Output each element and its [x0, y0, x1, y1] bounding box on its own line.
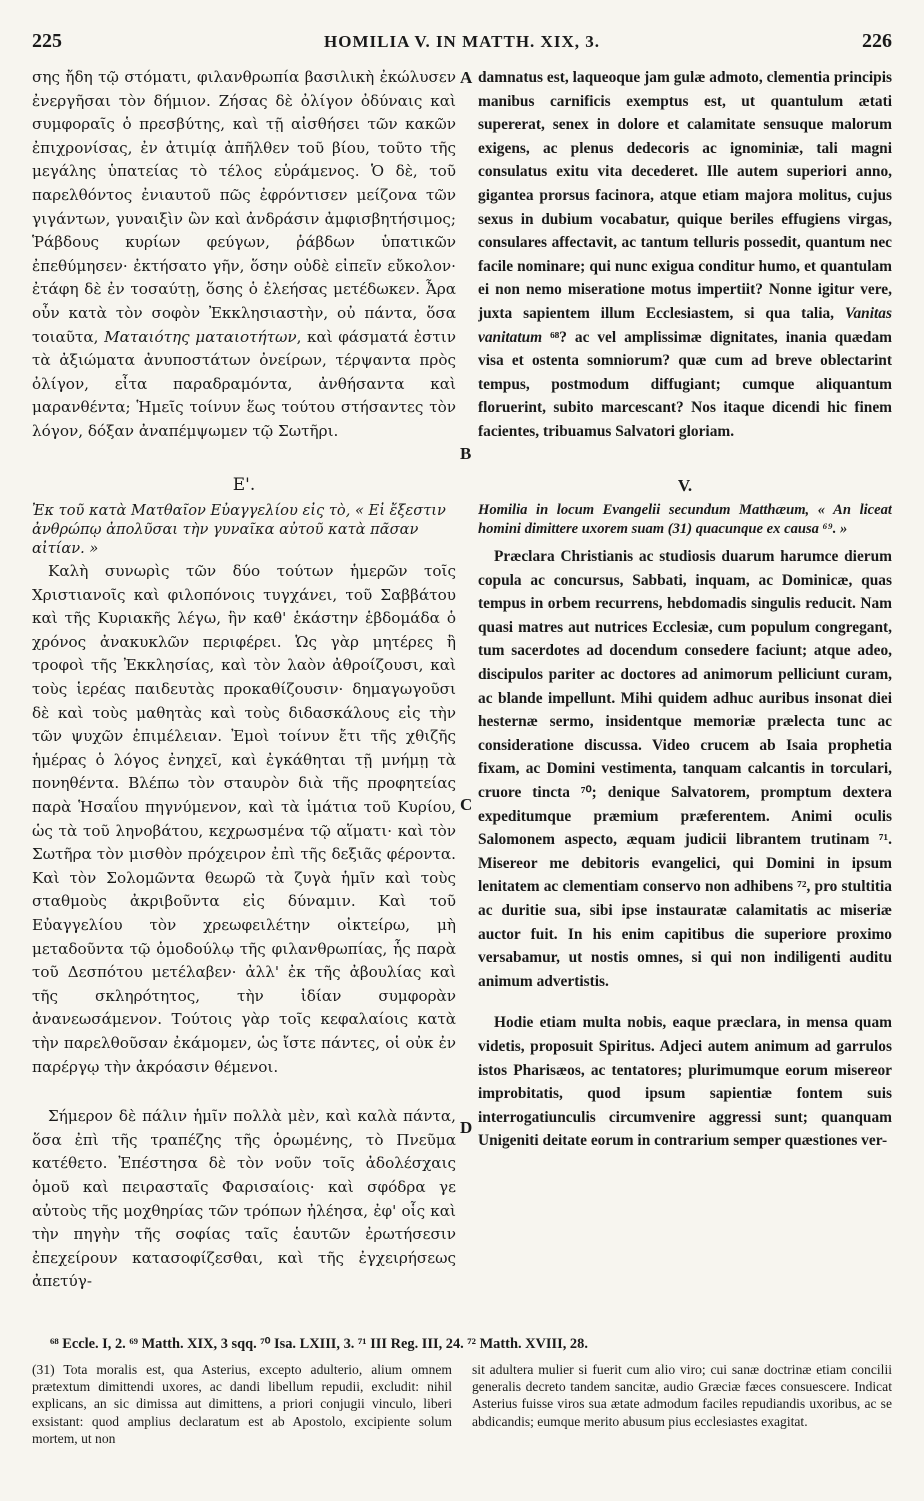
greek-column	[32, 66, 456, 1326]
greek-p1-italic: Ματαιότης ματαιοτήτων	[104, 327, 297, 346]
greek-section-title: Ἐκ τοῦ κατὰ Ματθαῖον Εὐαγγελίου εἰς τὸ, « Εἰ ἔξεστιν ἀνθρώπῳ ἀπολῦσαι τὴν γυναῖκα αὐτοῦ κατὰ πᾶσαν αἰτίαν. »	[32, 502, 446, 558]
page-header	[32, 30, 892, 60]
greek-section-number: Ε'.	[232, 474, 256, 495]
footnote-references: ⁶⁸ Eccle. I, 2. ⁶⁹ Matth. XIX, 3 sqq. ⁷⁰ Isa. LXIII, 3. ⁷¹ III Reg. III, 24. ⁷² Matth. XVIII, 28.	[50, 1336, 588, 1352]
editorial-note-right: sit adultera mulier si fuerit cum alio viro; cui sanæ doctrinæ etiam concilii generalis decreto tandem sancitæ, audio Græciæ fæces consuescere. Indicat Asterius fuisse viros sua ætate admodum faciles repudiandis uxoribus, ac se abdicandis; eumque merito abusum pius ecclesiastes exagitat.	[472, 1362, 892, 1429]
greek-p1-text: σης ἤδη τῷ στόματι, φιλανθρωπία βασιλικὴ ἐκώλυσεν ἐνεργῆσαι τὸν δήμιον. Ζήσας δὲ ὀλίγον ὀδύναις καὶ συμφοραῖς ὁ πρεσβύτης, καὶ τῇ αἰσθήσει τῶν κακῶν ἐπιχρονίσας, ἐν ἀτιμίᾳ ἀπῆλθεν τοῦ βίου, τοῦτο τῆς μεγάλης ὑπατείας τὸ τέλος εὑράμενος. Ὁ δὲ, τοῦ παρελθόντος ἐνιαυτοῦ πῶς ἐφρόντισεν μείζονα τῶν γιγάντων, γυναιξὶν ὢν καὶ ἀνδράσιν ἀμφισβητήσιμος; Ῥάβδους κυρίων φεύγων, ῥάβδων ὑπατικῶν ἐπεθύμησεν· ἐκτήσατο γῆν, ὅσην οὐδὲ εἰπεῖν εὔκολον· ἐτάφη δὲ ἐν τοσαύτῃ, ὅσης ὁ ἐλεήσας μετέδωκεν. Ἆρα οὖν κατὰ τὸν σοφὸν Ἐκκλησιαστὴν, οὐ πάντα, ὅσα τοιαῦτα,	[32, 68, 456, 346]
running-title: HOMILIA V. IN MATTH. XIX, 3.	[324, 32, 600, 51]
page-number-right: 226	[862, 30, 892, 52]
editorial-notes	[32, 1361, 892, 1491]
margin-letter-d: D	[460, 1118, 473, 1137]
margin-letter-c: C	[460, 795, 473, 814]
latin-p1-end: ⁶⁸? ac vel amplissimæ dignitates, inania quædam visa et ostenta somniorum? quæ cum ad breve oblectarint tempus, postmodum diffugiant; cumque aliquantum floruerint, subito marcescant? Nos itaque dicendi hic finem facientes, tribuamus Salvatori gloriam.	[478, 328, 892, 440]
latin-section-number: V.	[677, 475, 693, 495]
greek-paragraph-1	[32, 66, 456, 444]
latin-paragraph-3: Hodie etiam multa nobis, eaque præclara, in mensa quam videtis, proposuit Spiritus. Adjeci autem animum ad garrulos istos Pharisæos, ac tentatores; plurimumque eorum misereor improbitatis, quod ipsum sapientiæ fontem suis interrogatiunculis circumvenire aggressi sunt; quanquam Unigeniti deitate eorum in contrarium semper quæstiones ver-	[478, 1014, 892, 1150]
paragraph-gap	[478, 993, 892, 1011]
greek-p1-end: , καὶ φάσματά ἐστιν τὰ ἀξιώματα ἀνυποστάτων ὀνείρων, τέρψαντα πρὸς ὀλίγον, εἶτα παραδραμόντα, ἀνθήσαντα καὶ μαρανθέντα; Ἡμεῖς τοίνυν ἕως τούτου στήσαντες τὸν λόγον, δόξαν ἀναπέμψωμεν τῷ Σωτῆρι.	[32, 327, 456, 440]
page-number-left: 225	[32, 30, 62, 52]
latin-p1-italic: Vanitas vanitatum	[478, 304, 892, 346]
margin-letter-a: A	[460, 68, 473, 87]
greek-paragraph-3: Σήμερον δὲ πάλιν ἡμῖν πολλὰ μὲν, καὶ καλὰ πάντα, ὅσα ἐπὶ τῆς τραπέζης τῆς ὁρωμένης, τὸ Πνεῦμα κατέθετο. Ἐπέστησα δὲ τὸν νοῦν τοῖς ἀδολέσχαις ὁμοῦ καὶ πειρασταῖς Φαρισαίοις· καὶ σφόδρα γε αὐτοὺς τῆς μοχθηρίας τῶν τρόπων ἠλέησα, ἐφ' οἷς καὶ τὴν πηγὴν τῆς σοφίας ταῖς ἑαυτῶν ἐρωτήσεσιν ἐπεχείρουν κατασοφίζεσθαι, καὶ τῆς ἐγχειρήσεως ἀπετύγ-	[32, 1107, 456, 1291]
paragraph-gap	[32, 1079, 456, 1105]
latin-paragraph-1	[478, 66, 892, 444]
latin-p1-text: damnatus est, laqueoque jam gulæ admoto, clementia principis manibus carnificis exemptus est, ut quantulum ætati supererat, senex in dolore et calamitate sensuque malorum exigens, ac plenus dedecoris ac ignominiæ, tali magni consulatus exitu vita decederet. Ille autem superiori anno, gigantea prorsus facinora, atque etiam majora molitus, cujus sexus in dubium vocabatur, quique beriles effugiens virgas, consulares affectavit, ac tantum telluris possedit, quantum nec facile nominare; qui nunc exigua conditur humo, et quantulam ei non nemo miseratione motus impertiit? Nonne igitur vere, juxta sapientem illum Ecclesiastem, si qua talia,	[478, 69, 892, 322]
latin-paragraph-2: Præclara Christianis ac studiosis duarum harumce dierum copula ac concursus, Sabbati, inquam, ac Dominicæ, quas tempus in orbem recurrens, hebdomadis singulis reducit. Nam quasi matres aut nutrices Ecclesiæ, cum populum congregant, tum sacerdotes ad docendum consedere faciunt; atque adeo, discipulos pariter ac doctores ad animorum pelliciunt curam, ac blande impellunt. Mihi quidem adhuc auribus insonat diei hesternæ sermo, insidentque memoriæ prælecta tunc ac consideratione discussa. Video crucem ab Isaia prophetia fixam, ac Domini vestimenta, tanquam calcantis in torculari, cruore tincta ⁷⁰; denique Salvatorem, promptum dextera expeditumque præmium præferentem. Animi oculis Salomonem aspecto, æquam judicii librantem trutinam ⁷¹. Misereor me debitoris evangelici, qui Domini in ipsum lenitatem ac clementiam conservo non adhibens ⁷², pro stultitia ac duritie sua, sibi ipse instauratæ calamitatis ac miseriæ auctor fuit. In his enim capitibus die superiore proximo versabamur, ut nostis omnes, si qui non indiligenti auditu animum advertistis.	[478, 548, 892, 990]
greek-paragraph-2: Καλὴ συνωρὶς τῶν δύο τούτων ἡμερῶν τοῖς Χριστιανοῖς καὶ φιλοπόνοις τυγχάνει, τοῦ Σαββάτου καὶ τῆς Κυριακῆς λέγω, ἣν καθ' ἑκάστην ἑβδομάδα ὁ χρόνος ἀνακυκλῶν περιφέρει. Ὡς γὰρ μητέρες ἢ τροφοὶ τῆς Ἐκκλησίας, καὶ τὸν λαὸν ἀθροίζουσι, καὶ τοὺς ἱερέας παιδευτὰς προκαθίζουσιν· δημαγωγοῦσι δὲ καὶ τοὺς μαθητὰς καὶ τοὺς διδασκάλους εἰς τὴν τῶν ψυχῶν ἐπιμέλειαν. Ἐμοὶ τοίνυν ἔτι τῆς χθιζῆς ἡμέρας ὁ λόγος ἐνηχεῖ, καὶ ἐγκάθηται τῇ μνήμῃ τὰ πονηθέντα. Βλέπω τὸν σταυρὸν διὰ τῆς προφητείας παρὰ Ἡσαΐου πηγνύμενον, καὶ τὰ ἱμάτια τοῦ Κυρίου, ὡς τὰ τοῦ ληνοβάτου, κεχρωσμένα τῷ αἵματι· καὶ τὸν Σωτῆρα τὸν μισθὸν πρόχειρον ἐπὶ τῆς δεξιᾶς φέροντα. Καὶ τὸν Σολομῶντα θεωρῶ τὰ ζυγὰ ἡμῖν καὶ τοὺς σταθμοὺς ἀκριβοῦντα εἰς δύναμιν. Καὶ τοῦ Εὐαγγελίου τὸν χρεωφειλέτην οἰκτείρω, μὴ μεταδοῦντα τῷ ὁμοδούλῳ τῆς φιλανθρωπίας, ἧς παρὰ τοῦ Δεσπότου μετέλαβεν· ἀλλ' ἐκ τῆς ἀβουλίας καὶ τῆς σκληρότητος, τὴν ἰδίαν συμφορὰν ἀνανεωσάμενον. Τούτοις γὰρ τοῖς κεφαλαίοις κατὰ τὴν παρελθοῦσαν ἐκάμομεν, ὡς ἴστε πάντες, οἱ οὐκ ἐν παρέργῳ τὴν ἀκρόασιν θέμενοι.	[32, 562, 456, 1076]
footnotes	[32, 1336, 892, 1491]
latin-column	[478, 66, 892, 1326]
editorial-note-left: (31) Tota moralis est, qua Asterius, excepto adulterio, alium omnem prætextum dimittendi uxores, ac dandi libellum repudii, excludit: nihil explicans, an sic dimissa aut dimittens, a priori conjugii vinculo, liberi exsistant: quod amplius declaratum est ab Apostolo, excipiente solum mortem, ut non	[32, 1362, 452, 1446]
margin-letter-b: B	[460, 444, 472, 463]
latin-section-title: Homilia in locum Evangelii secundum Matthæum, « An liceat homini dimittere uxorem suam (31) quacunque ex causa ⁶⁹. »	[478, 502, 892, 538]
